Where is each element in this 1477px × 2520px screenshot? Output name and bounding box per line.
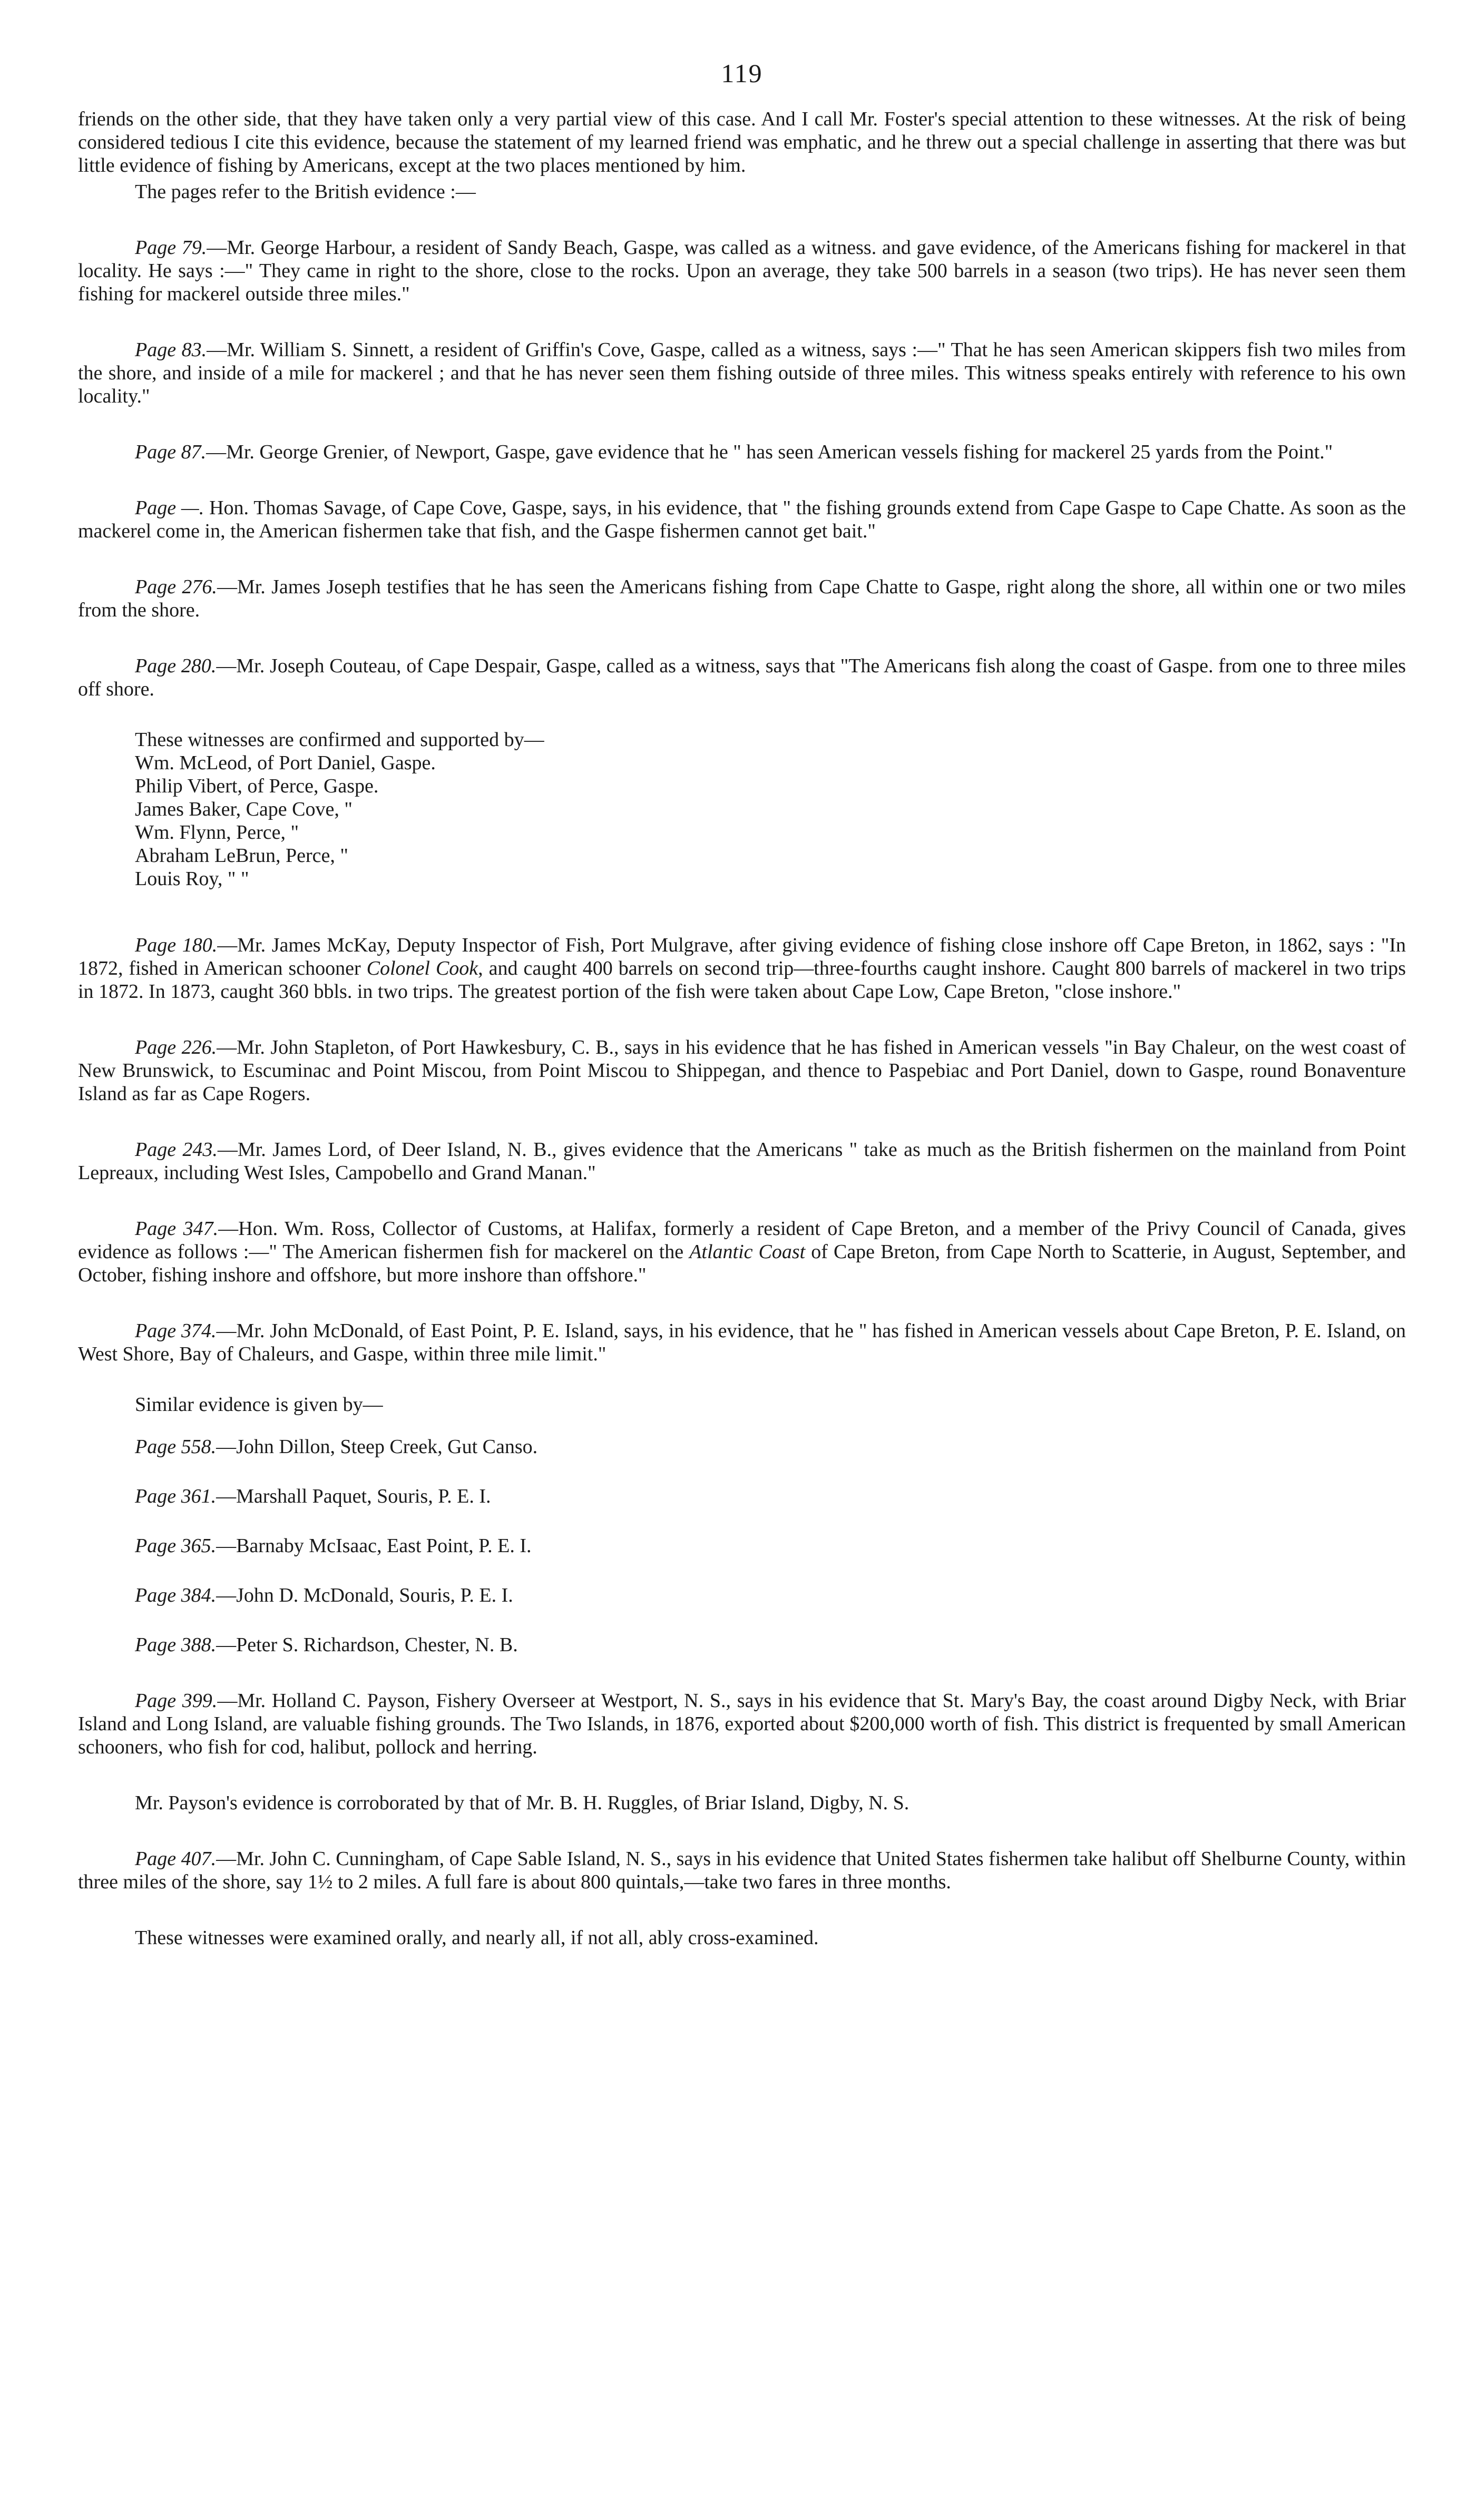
- evidence-entry-276: [78, 575, 1406, 622]
- evidence-entry-243: [78, 1138, 1406, 1184]
- page-reference: Page 558.: [135, 1436, 217, 1458]
- witness-item: Philip Vibert, of Perce, Gaspe.: [135, 775, 379, 797]
- witness-item: James Baker, Cape Cove, ": [135, 798, 353, 820]
- page-reference: Page 399.: [135, 1690, 218, 1712]
- page-reference: Page 347.: [135, 1218, 219, 1240]
- coast-name: Atlantic Coast: [689, 1241, 806, 1263]
- entry-text: —Mr. Joseph Couteau, of Cape Despair, Gaspe, called as a witness, says that "The Americans fish along the coast of Gaspe. from one to three miles off shore.: [78, 655, 1406, 700]
- pages-note: The pages refer to the British evidence :—: [135, 181, 476, 203]
- entry-text: —Mr. John C. Cunningham, of Cape Sable Island, N. S., says in his evidence that United States fishermen take halibut off Shelburne County, within three miles of the shore, say 1½ to 2 miles. A full fare is about 800 quintals,—take two fares in three months.: [78, 1848, 1406, 1893]
- page-reference: Page 87.: [135, 441, 207, 463]
- page-reference: Page 384.: [135, 1584, 217, 1606]
- evidence-entry-83: [78, 338, 1406, 408]
- entry-text: —Mr. James Lord, of Deer Island, N. B., gives evidence that the Americans " take as much as the British fishermen on the mainland from Point Lepreaux, including West Isles, Campobello and Grand Manan.": [78, 1139, 1406, 1184]
- page-reference: Page 388.: [135, 1634, 217, 1656]
- evidence-entry-savage: [78, 496, 1406, 543]
- page-number: 119: [721, 58, 763, 88]
- similar-evidence-item: [135, 1485, 1406, 1508]
- page-reference: Page 180.: [135, 934, 218, 956]
- similar-evidence-item: [135, 1584, 1406, 1607]
- page-reference: Page 374.: [135, 1320, 217, 1342]
- entry-text: —Mr. George Grenier, of Newport, Gaspe, gave evidence that he " has seen American vessels fishing for mackerel 25 yards from the Point.": [206, 441, 1333, 463]
- evidence-entry-280: [78, 654, 1406, 701]
- page-reference: Page 280.: [135, 655, 217, 677]
- evidence-entry-347: [78, 1217, 1406, 1287]
- page-reference: Page 276.: [135, 576, 217, 598]
- witness-list-header: These witnesses are confirmed and supported by—: [135, 729, 544, 751]
- entry-text: —Mr. John McDonald, of East Point, P. E. Island, says, in his evidence, that he " has fished in American vessels about Cape Breton, P. E. Island, on West Shore, Bay of Chaleurs, and Gaspe, within three mile limit.": [78, 1320, 1406, 1365]
- entry-text: —John Dillon, Steep Creek, Gut Canso.: [216, 1436, 538, 1458]
- entry-text: —Marshall Paquet, Souris, P. E. I.: [216, 1485, 491, 1507]
- entry-text: —Mr. William S. Sinnett, a resident of Griffin's Cove, Gaspe, called as a witness, says :—" That he has seen American skippers fish two miles from the shore, and inside of a mile for mackerel ; and that he has never seen them fishing outside of three miles. This witness speaks entirely with reference to his own locality.": [78, 339, 1406, 407]
- witness-item: Abraham LeBrun, Perce, ": [135, 845, 348, 867]
- evidence-entry-180: [78, 934, 1406, 1003]
- evidence-entry-79: [78, 236, 1406, 306]
- entry-text: —Barnaby McIsaac, East Point, P. E. I.: [216, 1535, 532, 1557]
- entry-text: —Mr. James McKay, Deputy Inspector of Fish, Port Mulgrave, after giving evidence of fishing close inshore off Cape Breton, in 1862, says : "In 1872, fished in American schooner: [78, 934, 1406, 979]
- page-reference: Page 407.: [135, 1848, 217, 1870]
- witness-item: Wm. Flynn, Perce, ": [135, 821, 299, 844]
- similar-evidence-list: [78, 1435, 1406, 1656]
- intro-paragraph: friends on the other side, that they have taken only a very partial view of this case. And I call Mr. Foster's special attention to these witnesses. At the risk of being considered tedious I cite this evidence, because the statement of my learned friend was emphatic, and he threw out a special challenge in asserting that there was but little evidence of fishing by Americans, except at the two places mentioned by him.: [78, 108, 1406, 177]
- entry-text: Hon. Thomas Savage, of Cape Cove, Gaspe, says, in his evidence, that " the fishing grounds extend from Cape Gaspe to Cape Chatte. As soon as the mackerel come in, the American fishermen take that fish, and the Gaspe fishermen cannot get bait.": [78, 497, 1406, 542]
- corroboration-paragraph: Mr. Payson's evidence is corroborated by that of Mr. B. H. Ruggles, of Briar Island, Digby, N. S.: [135, 1792, 909, 1814]
- closing-paragraph: These witnesses were examined orally, and nearly all, if not all, ably cross-examined.: [135, 1927, 819, 1949]
- evidence-entry-374: [78, 1319, 1406, 1366]
- page-reference: Page 361.: [135, 1485, 217, 1507]
- entry-text-cont: of Cape Breton, from Cape North to Scatterie, in August, September, and October, fishing inshore and offshore, but more inshore than offshore.": [78, 1241, 1406, 1286]
- entry-text: —Mr. George Harbour, a resident of Sandy Beach, Gaspe, was called as a witness. and gave evidence, of the Americans fishing for mackerel in that locality. He says :—" They came in right to the shore, close to the rocks. Upon an average, they take 500 barrels in a season (two trips). He has never seen them fishing for mackerel outside three miles.": [78, 237, 1406, 305]
- entry-text: —Mr. James Joseph testifies that he has seen the Americans fishing from Cape Chatte to Gaspe, right along the shore, all within one or two miles from the shore.: [78, 576, 1406, 621]
- witness-item: Louis Roy, " ": [135, 868, 249, 890]
- evidence-entry-226: [78, 1036, 1406, 1105]
- evidence-entry-407: [78, 1847, 1406, 1894]
- page-reference: Page —.: [135, 497, 204, 519]
- entry-text-cont: , and caught 400 barrels on second trip—three-fourths caught inshore. Caught 800 barrels of mackerel in two trips in 1872. In 1873, caught 360 bbls. in two trips. The greatest portion of the fish were taken about Cape Low, Cape Breton, "close inshore.": [78, 957, 1406, 1003]
- entry-text: —Mr. John Stapleton, of Port Hawkesbury, C. B., says in his evidence that he has fished in American vessels "in Bay Chaleur, on the west coast of New Brunswick, to Escuminac and Point Miscou, from Point Miscou to Shippegan, and thence to Paspebiac and Port Daniel, down to Gaspe, round Bonaventure Island as far as Cape Rogers.: [78, 1036, 1406, 1105]
- evidence-entry-87: [78, 440, 1406, 464]
- similar-evidence-item: [135, 1435, 1406, 1458]
- witness-item: Wm. McLeod, of Port Daniel, Gaspe.: [135, 752, 436, 774]
- page-reference: Page 83.: [135, 339, 207, 361]
- ship-name: Colonel Cook: [366, 957, 478, 979]
- witness-list: [78, 728, 1406, 890]
- similar-evidence-item: [135, 1633, 1406, 1656]
- similar-evidence-header: Similar evidence is given by—: [135, 1394, 383, 1416]
- similar-evidence-item: [135, 1534, 1406, 1557]
- entry-text: —Hon. Wm. Ross, Collector of Customs, at Halifax, formerly a resident of Cape Breton, and a member of the Privy Council of Canada, gives evidence as follows :—" The American fishermen fish for mackerel on the: [78, 1218, 1406, 1263]
- entry-text: —Mr. Holland C. Payson, Fishery Overseer at Westport, N. S., says in his evidence that St. Mary's Bay, the coast around Digby Neck, with Briar Island and Long Island, are valuable fishing grounds. The Two Islands, in 1876, exported about $200,000 worth of fish. This district is frequented by small American schooners, who fish for cod, halibut, pollock and herring.: [78, 1690, 1406, 1758]
- document-page: [78, 58, 1406, 1949]
- evidence-entry-399: [78, 1689, 1406, 1759]
- page-reference: Page 226.: [135, 1036, 217, 1058]
- page-reference: Page 79.: [135, 237, 207, 259]
- page-reference: Page 243.: [135, 1139, 218, 1161]
- entry-text: —John D. McDonald, Souris, P. E. I.: [216, 1584, 513, 1606]
- page-reference: Page 365.: [135, 1535, 217, 1557]
- entry-text: —Peter S. Richardson, Chester, N. B.: [216, 1634, 518, 1656]
